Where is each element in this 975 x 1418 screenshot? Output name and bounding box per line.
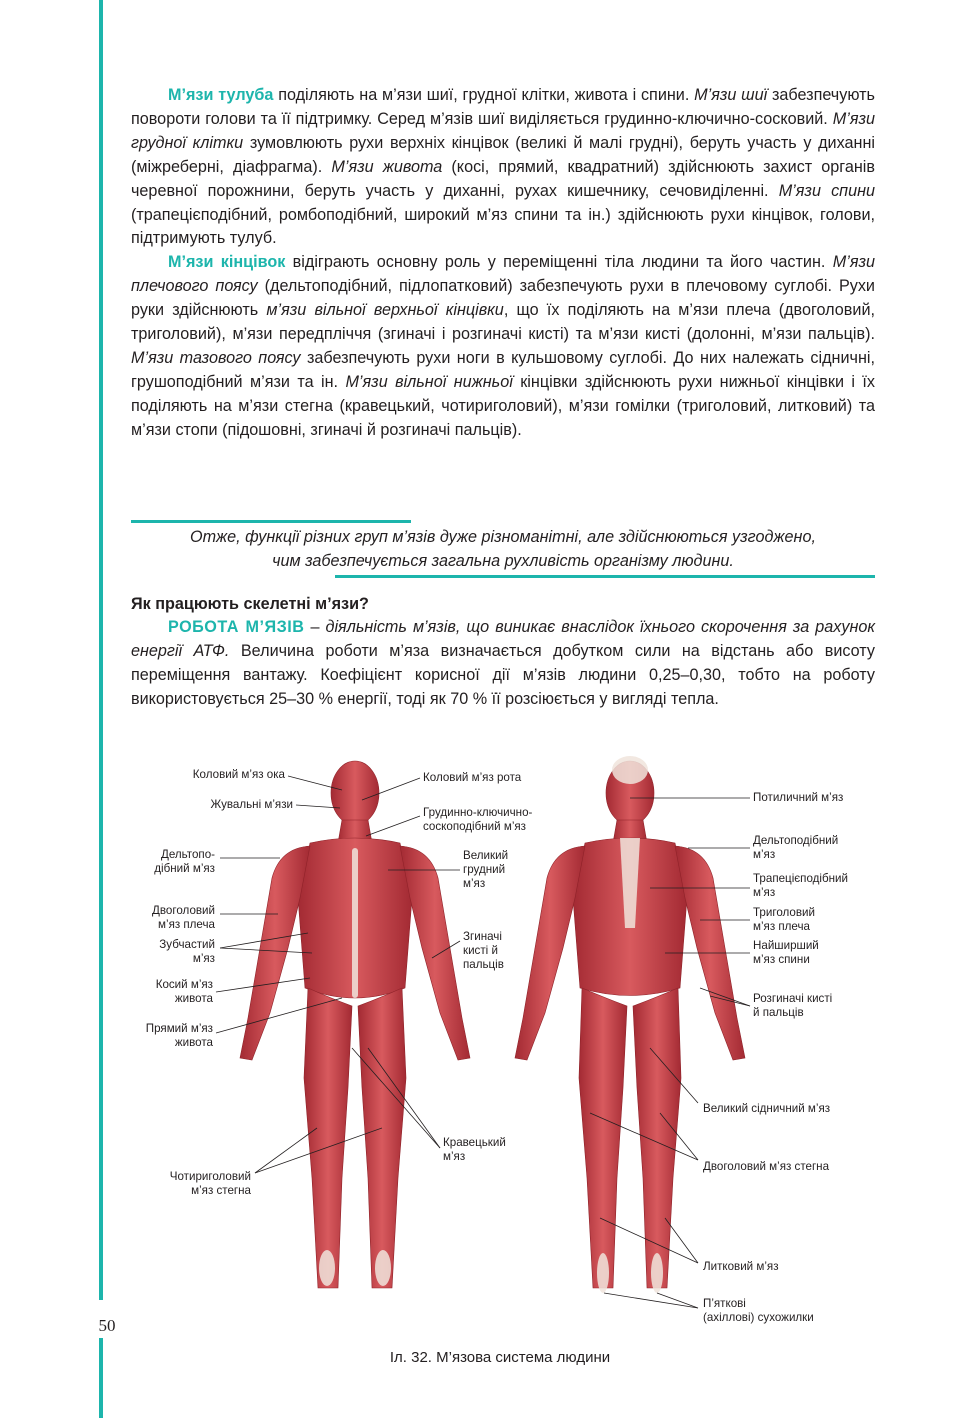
front-shin-tendon-left xyxy=(375,1250,391,1286)
text-run: (дельтоподібний, підлопатковий) забезпечують рухи в плечовому суглобі. Рухи руки здійснюють xyxy=(131,277,875,320)
italic-run: М’язи живота xyxy=(331,157,443,176)
body-text-muscles xyxy=(131,84,875,443)
text-run: поділяють на м’язи шиї, грудної клітки, живота і спини. xyxy=(273,86,695,104)
front-arm-right xyxy=(240,846,310,1060)
text-run: Величина роботи м’яза визначається добутком сили на відстань або висоту переміщення вантажу. Коефіцієнт корисної дії м’язів людини 0,25–0,30, тобто на роботу використовується 25–30 % енергії, тоді як 70 % її розсіюється у вигляді тепла. xyxy=(131,641,875,708)
margin-rule-bottom xyxy=(99,1338,103,1418)
label-forearm-extensors: Розгиначі кисті й пальців xyxy=(753,992,833,1019)
front-arm-left xyxy=(400,846,470,1060)
front-leg-left xyxy=(358,988,406,1288)
italic-run: М’язи вільної нижньої xyxy=(345,372,513,391)
label-occipitalis: Потиличний м’яз xyxy=(753,791,844,804)
back-scalp xyxy=(612,756,648,784)
label-masseter: Жувальні м’язи xyxy=(210,798,293,811)
text-run: (трапецієподібний, ромбоподібний, широкий м’яз спини та ін.) здійснюють рухи кінцівок, голови, підтримують тулуб. xyxy=(131,205,875,248)
label-deltoid-front: Дельтопо- дібний м’яз xyxy=(154,848,215,875)
margin-rule-top xyxy=(99,0,103,1300)
term-muscle-work: РОБОТА М’ЯЗІВ xyxy=(168,618,305,636)
back-leg-left xyxy=(579,988,627,1288)
label-serratus: Зубчастий м’яз xyxy=(159,938,215,965)
label-pectoralis-major: Великий грудний м’яз xyxy=(463,849,509,890)
label-deltoid-back: Дельтоподібний м’яз xyxy=(753,834,839,861)
summary-line-1: Отже, функції різних груп м’язів дуже різноманітні, але здійснюються узгоджено, xyxy=(190,528,816,546)
label-triceps: Триголовий м’яз плеча xyxy=(753,906,815,933)
text-run: – xyxy=(304,618,326,636)
achilles-left xyxy=(597,1253,609,1293)
front-figure xyxy=(240,761,470,1288)
label-gastrocnemius: Литковий м’яз xyxy=(703,1260,779,1273)
paragraph-muscle-work xyxy=(131,616,875,712)
text-run: , що їх поділяють на м’язи плеча (двоголовий, триголовий), м’язи передпліччя (згиначі і розгиначі кисті) та м’язи кисті (долонні, м’язи пальців). xyxy=(131,301,875,344)
front-head xyxy=(331,761,379,825)
paragraph-limb-muscles xyxy=(131,251,875,442)
italic-run: діяльність м’язів, що виникає внаслідок їхнього скорочення за рахунок енергії АТФ. xyxy=(131,618,875,660)
italic-run: М’язи грудної клітки xyxy=(131,109,875,152)
summary-box xyxy=(131,519,875,573)
italic-run: м’язи вільної верхньої кінцівки xyxy=(266,301,504,320)
front-shin-tendon-right xyxy=(319,1250,335,1286)
italic-run: М’язи спини xyxy=(778,181,875,200)
summary-line-2: чим забезпечується загальна рухливість організму людини. xyxy=(272,552,734,570)
italic-run: М’язи плечового поясу xyxy=(131,253,875,296)
label-latissimus: Найширший м’яз спини xyxy=(753,939,819,966)
text-run: забезпечують повороти голови та її підтримку. Серед м’язів шиї виділяється грудинно-ключично-сосковий. xyxy=(131,86,875,128)
label-achilles: П’яткові (ахіллові) сухожилки xyxy=(703,1297,814,1324)
text-run: відіграють основну роль у переміщенні тіла людини та його частин. xyxy=(285,253,833,272)
label-gluteus-maximus: Великий сідничний м’яз xyxy=(703,1102,831,1115)
figure-caption: Іл. 32. М’язова система людини xyxy=(389,1349,611,1366)
paragraph-trunk-muscles xyxy=(131,84,875,251)
page-number: 50 xyxy=(92,1316,122,1336)
text-run: (косі, прямий, квадратний) здійснюють захист органів черевної порожнини, беруть участь у диханні, рухах кишечнику, сечовиділенні. xyxy=(131,157,875,200)
back-leg-right xyxy=(633,988,681,1288)
label-orbicularis-oris: Коловий м’яз рота xyxy=(423,771,522,784)
achilles-right xyxy=(651,1253,663,1293)
label-orbicularis-oculi: Коловий м’яз ока xyxy=(192,768,285,781)
term-limb-muscles: М’язи кінцівок xyxy=(168,253,286,272)
label-oblique: Косий м’яз живота xyxy=(155,978,213,1005)
front-leg-right xyxy=(304,988,352,1288)
muscle-system-figure xyxy=(120,748,880,1338)
label-quadriceps: Чотириголовий м’яз стегна xyxy=(169,1170,251,1197)
label-sternocleidomastoid: Грудинно-ключично- соскоподібний м’яз xyxy=(423,806,533,833)
label-forearm-flexors: Згиначі кисті й пальців xyxy=(463,930,504,971)
text-run: зумовлюють рухи верхніх кінцівок (великі й малі грудні), беруть участь у диханні (міжреберні, діафрагма). xyxy=(131,133,875,176)
term-trunk-muscles: М’язи тулуба xyxy=(168,86,274,104)
italic-run: М’язи шиї xyxy=(694,86,768,104)
label-biceps-femoris: Двоголовий м’яз стегна xyxy=(703,1160,830,1173)
label-biceps: Двоголовий м’яз плеча xyxy=(152,904,215,931)
back-arm-left xyxy=(515,846,585,1060)
front-linea-alba xyxy=(352,848,358,998)
summary-rule-bottom xyxy=(335,575,875,578)
label-rectus-abdominis: Прямий м’яз живота xyxy=(145,1022,213,1049)
italic-run: М’язи тазового поясу xyxy=(131,348,301,367)
text-run: кінцівки здійснюють рухи нижньої кінцівки і їх поділяють на м’язи стегна (кравецький, чотириголовий), м’язи гомілки (триголовий, литковий) та м’язи стопи (підошовні, згиначі й розгиначі пальців). xyxy=(131,372,876,439)
section-heading: Як працюють скелетні м’язи? xyxy=(131,595,369,613)
label-sartorius: Кравецький м’яз xyxy=(443,1136,506,1163)
text-run: забезпечують рухи ноги в кульшовому суглобі. До них належать сідничні, грушоподібний м’язи та ін. xyxy=(131,348,876,391)
body-text-muscle-work xyxy=(131,616,875,712)
label-trapezius: Трапецієподібний м’яз xyxy=(753,872,848,899)
